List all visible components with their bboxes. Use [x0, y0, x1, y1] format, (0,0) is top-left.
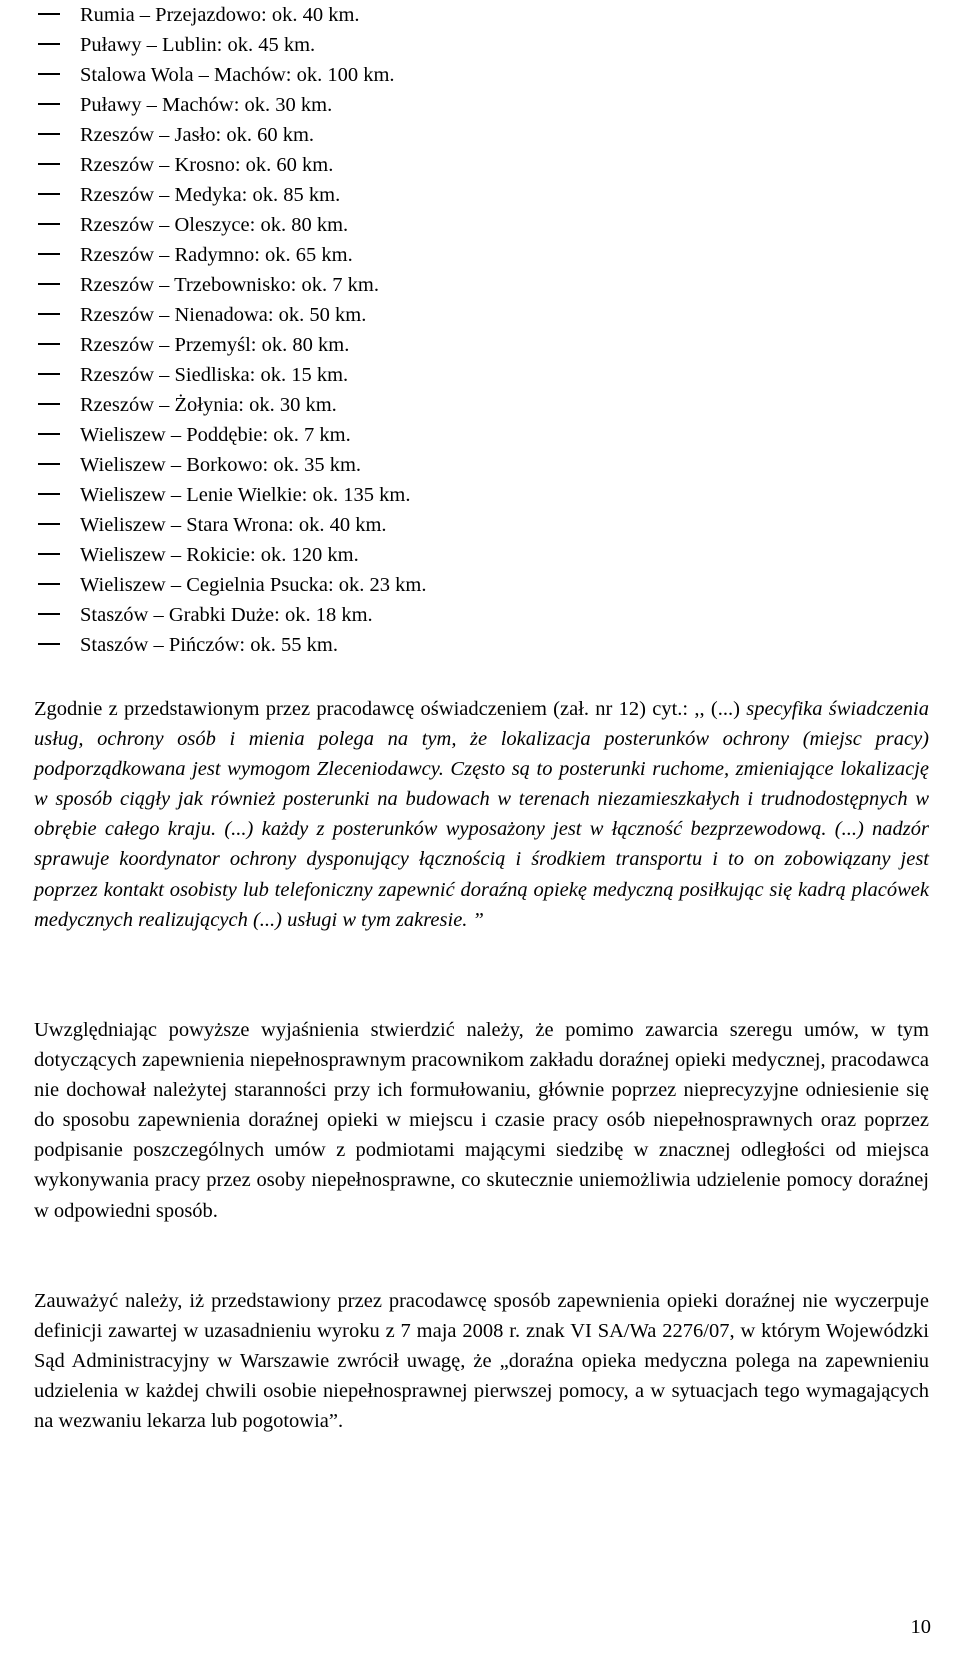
dash-bullet-icon: [38, 373, 60, 375]
route-list-item: [34, 120, 934, 150]
dash-bullet-icon: [38, 253, 60, 255]
dash-bullet-icon: [38, 553, 60, 555]
route-text: Wieliszew – Lenie Wielkie: ok. 135 km.: [80, 484, 411, 506]
dash-bullet-icon: [38, 163, 60, 165]
dash-bullet-icon: [38, 643, 60, 645]
route-text: Wieliszew – Borkowo: ok. 35 km.: [80, 454, 362, 476]
route-list-item: [34, 390, 934, 420]
route-list-item: [34, 60, 934, 90]
route-text: Rzeszów – Medyka: ok. 85 km.: [80, 184, 341, 206]
route-list-item: [34, 450, 934, 480]
route-list-item: [34, 540, 934, 570]
route-text: Rzeszów – Krosno: ok. 60 km.: [80, 154, 334, 176]
dash-bullet-icon: [38, 73, 60, 75]
dash-bullet-icon: [38, 223, 60, 225]
route-list-item: [34, 420, 934, 450]
route-text: Wieliszew – Rokicie: ok. 120 km.: [80, 544, 359, 566]
dash-bullet-icon: [38, 583, 60, 585]
dash-bullet-icon: [38, 283, 60, 285]
route-text: Rzeszów – Siedliska: ok. 15 km.: [80, 364, 349, 386]
route-list-item: [34, 300, 934, 330]
route-list-item: [34, 30, 934, 60]
dash-bullet-icon: [38, 103, 60, 105]
route-text: Rzeszów – Jasło: ok. 60 km.: [80, 124, 315, 146]
dash-bullet-icon: [38, 13, 60, 15]
dash-bullet-icon: [38, 313, 60, 315]
dash-bullet-icon: [38, 193, 60, 195]
route-list-item: [34, 480, 934, 510]
route-text: Rzeszów – Żołynia: ok. 30 km.: [80, 394, 337, 416]
page-number: 10: [910, 1616, 931, 1638]
route-text: Rzeszów – Oleszyce: ok. 80 km.: [80, 214, 349, 236]
route-list-item: [34, 600, 934, 630]
route-list-item: [34, 180, 934, 210]
route-list-item: [34, 0, 934, 30]
route-text: Puławy – Lublin: ok. 45 km.: [80, 34, 316, 56]
route-list-item: [34, 570, 934, 600]
route-list-item: [34, 270, 934, 300]
dash-bullet-icon: [38, 493, 60, 495]
route-text: Rzeszów – Trzebownisko: ok. 7 km.: [80, 274, 379, 296]
body-paragraph-conclusion: Uwzględniając powyższe wyjaśnienia stwierdzić należy, że pomimo zawarcia szeregu umów, w tym dotyczących zapewnienia niepełnosprawnym pracownikom zakładu doraźnej opieki medycznej, pracodawca nie dochował należytej staranności przy ich formułowaniu, głównie poprzez nieprecyzyjne odniesienie się do sposobu zapewnienia doraźnej opieki w miejscu i czasie pracy osób niepełnosprawnych oraz poprzez podpisanie poszczególnych umów z podmiotami mającymi siedzibę w znacznej odległości od miejsca wykonywania pracy przez osoby niepełnosprawne, co skutecznie uniemożliwia udzielenie pomocy doraźnej w odpowiedni sposób.: [34, 1019, 929, 1222]
route-text: Rzeszów – Przemyśl: ok. 80 km.: [80, 334, 350, 356]
route-text: Stalowa Wola – Machów: ok. 100 km.: [80, 64, 395, 86]
dash-bullet-icon: [38, 403, 60, 405]
route-list-item: [34, 210, 934, 240]
route-text: Rzeszów – Radymno: ok. 65 km.: [80, 244, 353, 266]
route-text: Wieliszew – Stara Wrona: ok. 40 km.: [80, 514, 387, 536]
route-list-item: [34, 240, 934, 270]
route-text: Staszów – Grabki Duże: ok. 18 km.: [80, 604, 373, 626]
dash-bullet-icon: [38, 433, 60, 435]
dash-bullet-icon: [38, 43, 60, 45]
body-paragraph-court-ruling: Zauważyć należy, iż przedstawiony przez pracodawcę sposób zapewnienia opieki doraźnej nie wyczerpuje definicji zawartej w uzasadnieniu wyroku z 7 maja 2008 r. znak VI SA/Wa 2276/07, w którym Wojewódzki Sąd Administracyjny w Warszawie zwrócił uwagę, że „doraźna opieka medyczna polega na zapewnieniu udzielenia w każdej chwili osobie niepełnosprawnej pierwszej pomocy, a w sytuacjach tego wymagających na wezwaniu lekarza lub pogotowia”.: [34, 1290, 929, 1433]
route-list-item: [34, 150, 934, 180]
route-list-item: [34, 330, 934, 360]
route-list-item: [34, 630, 934, 660]
quote-intro: Zgodnie z przedstawionym przez pracodawcę oświadczeniem (zał. nr 12) cyt.: ,, (...): [34, 698, 740, 720]
route-list-item: [34, 90, 934, 120]
route-list: [34, 0, 934, 660]
route-text: Rzeszów – Nienadowa: ok. 50 km.: [80, 304, 367, 326]
route-list-item: [34, 360, 934, 390]
dash-bullet-icon: [38, 133, 60, 135]
route-list-item: [34, 510, 934, 540]
route-text: Rumia – Przejazdowo: ok. 40 km.: [80, 4, 360, 26]
dash-bullet-icon: [38, 613, 60, 615]
route-text: Puławy – Machów: ok. 30 km.: [80, 94, 333, 116]
route-text: Wieliszew – Cegielnia Psucka: ok. 23 km.: [80, 574, 427, 596]
route-text: Staszów – Pińczów: ok. 55 km.: [80, 634, 338, 656]
quoted-statement: specyfika świadczenia usług, ochrony osób i mienia polega na tym, że lokalizacja posterunków ochrony (miejsc pracy) podporządkowana jest wymogom Zleceniodawcy. Często są to posterunki ruchome, zmieniające lokalizację w sposób ciągły jak również posterunki na budowach w terenach niezamieszkałych i trudnodostępnych w obrębie całego kraju. (...) każdy z posterunków wyposażony jest w łączność bezprzewodową. (...) nadzór sprawuje koordynator ochrony dysponujący łącznością i środkiem transportu i to on zobowiązany jest poprzez kontakt osobisty lub telefoniczny zapewnić doraźną opiekę medyczną posiłkując się kadrą placówek medycznych realizujących (...) usługi w tym zakresie. ”: [34, 698, 929, 931]
quote-paragraph: [34, 694, 929, 935]
route-text: Wieliszew – Poddębie: ok. 7 km.: [80, 424, 351, 446]
dash-bullet-icon: [38, 343, 60, 345]
dash-bullet-icon: [38, 463, 60, 465]
dash-bullet-icon: [38, 523, 60, 525]
